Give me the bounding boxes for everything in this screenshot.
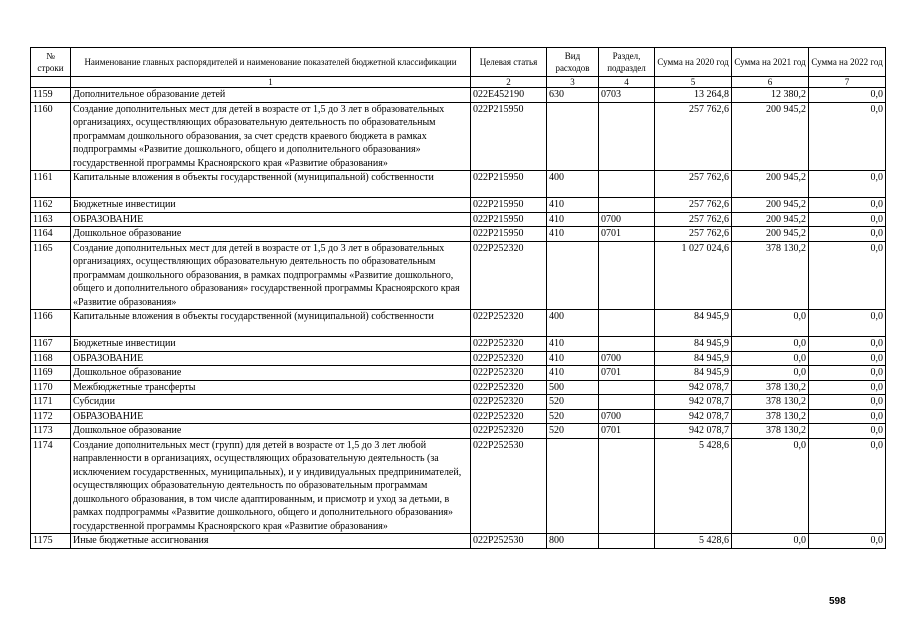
header-section: Раздел, подраздел [599, 48, 655, 77]
row-name: Бюджетные инвестиции [71, 198, 471, 213]
column-number-cell: 7 [809, 77, 886, 88]
row-section [599, 380, 655, 395]
row-sum-2020: 257 762,6 [655, 212, 732, 227]
row-expense-type: 500 [547, 380, 599, 395]
row-expense-type: 520 [547, 395, 599, 410]
row-name: Капитальные вложения в объекты государственной (муниципальной) собственности [71, 171, 471, 198]
row-name: Создание дополнительных мест для детей в возрасте от 1,5 до 3 лет в образовательных организациях, осуществляющих образовательную деятельность по образовательным программам дошкольного образования, в рамках подпрограммы «Развитие дошкольного, общего и дополнительного образования» государственной программы Красноярского края «Развитие образования» [71, 241, 471, 310]
row-name: ОБРАЗОВАНИЕ [71, 212, 471, 227]
row-expense-type: 410 [547, 366, 599, 381]
row-sum-2020: 84 945,9 [655, 366, 732, 381]
row-section [599, 241, 655, 310]
row-number: 1173 [31, 424, 71, 439]
row-expense-type [547, 102, 599, 171]
table-row [31, 88, 886, 103]
row-sum-2021: 378 130,2 [732, 409, 809, 424]
row-section [599, 534, 655, 549]
row-sum-2020: 84 945,9 [655, 351, 732, 366]
row-number: 1174 [31, 438, 71, 534]
row-name: Иные бюджетные ассигнования [71, 534, 471, 549]
budget-table [30, 47, 886, 549]
table-row [31, 171, 886, 198]
row-sum-2020: 5 428,6 [655, 534, 732, 549]
table-row [31, 395, 886, 410]
row-sum-2022: 0,0 [809, 395, 886, 410]
row-expense-type: 410 [547, 337, 599, 352]
column-number-cell: 1 [71, 77, 471, 88]
row-target-article: 022P215950 [471, 227, 547, 242]
table-row [31, 409, 886, 424]
row-target-article: 022P215950 [471, 102, 547, 171]
row-section [599, 337, 655, 352]
row-expense-type [547, 438, 599, 534]
row-section: 0700 [599, 212, 655, 227]
row-target-article: 022P252320 [471, 424, 547, 439]
table-row [31, 380, 886, 395]
row-section: 0700 [599, 351, 655, 366]
row-number: 1170 [31, 380, 71, 395]
row-sum-2020: 84 945,9 [655, 310, 732, 337]
row-target-article: 022P252320 [471, 337, 547, 352]
column-number-cell: 5 [655, 77, 732, 88]
page-number: 598 [829, 596, 846, 607]
header-expense-type: Вид расходов [547, 48, 599, 77]
row-sum-2022: 0,0 [809, 88, 886, 103]
column-number-cell: 4 [599, 77, 655, 88]
row-sum-2021: 0,0 [732, 310, 809, 337]
row-sum-2022: 0,0 [809, 241, 886, 310]
row-number: 1161 [31, 171, 71, 198]
row-section: 0700 [599, 409, 655, 424]
column-number-row [31, 77, 886, 88]
table-row [31, 534, 886, 549]
row-number: 1171 [31, 395, 71, 410]
row-sum-2021: 378 130,2 [732, 424, 809, 439]
row-number: 1167 [31, 337, 71, 352]
row-sum-2021: 378 130,2 [732, 395, 809, 410]
header-sum-2022: Сумма на 2022 год [809, 48, 886, 77]
header-row [31, 48, 886, 77]
row-sum-2021: 0,0 [732, 366, 809, 381]
header-sum-2020: Сумма на 2020 год [655, 48, 732, 77]
row-sum-2021: 200 945,2 [732, 171, 809, 198]
row-expense-type: 410 [547, 227, 599, 242]
row-sum-2022: 0,0 [809, 438, 886, 534]
row-expense-type: 520 [547, 409, 599, 424]
row-sum-2022: 0,0 [809, 366, 886, 381]
table-row [31, 198, 886, 213]
row-sum-2022: 0,0 [809, 534, 886, 549]
row-number: 1172 [31, 409, 71, 424]
row-sum-2020: 257 762,6 [655, 198, 732, 213]
row-number: 1163 [31, 212, 71, 227]
row-section: 0701 [599, 227, 655, 242]
row-target-article: 022P252320 [471, 380, 547, 395]
row-sum-2020: 942 078,7 [655, 395, 732, 410]
row-number: 1168 [31, 351, 71, 366]
table-row [31, 102, 886, 171]
row-sum-2021: 200 945,2 [732, 102, 809, 171]
row-sum-2021: 0,0 [732, 351, 809, 366]
column-number-cell: 3 [547, 77, 599, 88]
row-target-article: 022P252320 [471, 241, 547, 310]
row-name: Дополнительное образование детей [71, 88, 471, 103]
row-name: Дошкольное образование [71, 366, 471, 381]
row-expense-type: 400 [547, 310, 599, 337]
row-expense-type: 410 [547, 198, 599, 213]
row-section [599, 171, 655, 198]
row-expense-type: 630 [547, 88, 599, 103]
row-section [599, 395, 655, 410]
row-name: Субсидии [71, 395, 471, 410]
row-name: ОБРАЗОВАНИЕ [71, 409, 471, 424]
row-sum-2020: 13 264,8 [655, 88, 732, 103]
header-row-number: № строки [31, 48, 71, 77]
row-target-article: 022P252320 [471, 409, 547, 424]
row-sum-2020: 257 762,6 [655, 171, 732, 198]
row-sum-2020: 942 078,7 [655, 424, 732, 439]
row-sum-2021: 12 380,2 [732, 88, 809, 103]
row-expense-type: 410 [547, 212, 599, 227]
row-target-article: 022P215950 [471, 198, 547, 213]
row-target-article: 022P215950 [471, 212, 547, 227]
row-section [599, 198, 655, 213]
row-target-article: 022P252320 [471, 351, 547, 366]
row-sum-2021: 200 945,2 [732, 227, 809, 242]
row-sum-2022: 0,0 [809, 380, 886, 395]
row-sum-2021: 200 945,2 [732, 198, 809, 213]
row-expense-type [547, 241, 599, 310]
column-number-cell [31, 77, 71, 88]
table-row [31, 241, 886, 310]
row-sum-2021: 378 130,2 [732, 380, 809, 395]
row-number: 1175 [31, 534, 71, 549]
row-number: 1162 [31, 198, 71, 213]
row-name: ОБРАЗОВАНИЕ [71, 351, 471, 366]
row-sum-2021: 0,0 [732, 337, 809, 352]
row-sum-2022: 0,0 [809, 351, 886, 366]
row-name: Создание дополнительных мест (групп) для детей в возрасте от 1,5 до 3 лет любой направленности в организациях, осуществляющих образовательную деятельность (за исключением государственных, муниципальных), и у индивидуальных предпринимателей, осуществляющих образовательную деятельность по образовательным программам дошкольного образования, в том числе адаптированным, и присмотр и уход за детьми, в рамках подпрограммы «Развитие дошкольного, общего и дополнительного образования» государственной программы Красноярского края «Развитие образования» [71, 438, 471, 534]
table-row [31, 438, 886, 534]
row-target-article: 022E452190 [471, 88, 547, 103]
header-sum-2021: Сумма на 2021 год [732, 48, 809, 77]
row-sum-2020: 1 027 024,6 [655, 241, 732, 310]
row-expense-type: 800 [547, 534, 599, 549]
row-sum-2020: 84 945,9 [655, 337, 732, 352]
row-sum-2022: 0,0 [809, 102, 886, 171]
row-name: Дошкольное образование [71, 227, 471, 242]
row-section: 0703 [599, 88, 655, 103]
row-sum-2020: 5 428,6 [655, 438, 732, 534]
header-target-article: Целевая статья [471, 48, 547, 77]
row-name: Бюджетные инвестиции [71, 337, 471, 352]
column-number-cell: 2 [471, 77, 547, 88]
row-sum-2022: 0,0 [809, 171, 886, 198]
row-sum-2021: 378 130,2 [732, 241, 809, 310]
row-sum-2020: 942 078,7 [655, 380, 732, 395]
table-row [31, 227, 886, 242]
table-row [31, 337, 886, 352]
row-number: 1166 [31, 310, 71, 337]
row-name: Создание дополнительных мест для детей в возрасте от 1,5 до 3 лет в образовательных организациях, осуществляющих образовательную деятельность по образовательным программам дошкольного образования, за счет средств краевого бюджета в рамках подпрограммы «Развитие дошкольного, общего и дополнительного образования» государственной программы Красноярского края «Развитие образования» [71, 102, 471, 171]
row-sum-2020: 942 078,7 [655, 409, 732, 424]
row-expense-type: 520 [547, 424, 599, 439]
row-sum-2021: 0,0 [732, 534, 809, 549]
row-section [599, 310, 655, 337]
row-number: 1160 [31, 102, 71, 171]
row-section [599, 438, 655, 534]
row-target-article: 022P252320 [471, 395, 547, 410]
row-name: Дошкольное образование [71, 424, 471, 439]
row-expense-type: 400 [547, 171, 599, 198]
row-sum-2022: 0,0 [809, 337, 886, 352]
row-sum-2022: 0,0 [809, 409, 886, 424]
table-row [31, 310, 886, 337]
row-section: 0701 [599, 366, 655, 381]
row-target-article: 022P252530 [471, 438, 547, 534]
table-row [31, 424, 886, 439]
row-section: 0701 [599, 424, 655, 439]
row-sum-2022: 0,0 [809, 227, 886, 242]
row-name: Межбюджетные трансферты [71, 380, 471, 395]
row-section [599, 102, 655, 171]
table-row [31, 366, 886, 381]
row-sum-2021: 200 945,2 [732, 212, 809, 227]
row-sum-2021: 0,0 [732, 438, 809, 534]
row-target-article: 022P252530 [471, 534, 547, 549]
row-number: 1169 [31, 366, 71, 381]
column-number-cell: 6 [732, 77, 809, 88]
row-sum-2022: 0,0 [809, 212, 886, 227]
table-body [31, 88, 886, 549]
row-number: 1164 [31, 227, 71, 242]
row-number: 1165 [31, 241, 71, 310]
row-sum-2022: 0,0 [809, 424, 886, 439]
row-number: 1159 [31, 88, 71, 103]
row-sum-2020: 257 762,6 [655, 227, 732, 242]
row-sum-2022: 0,0 [809, 198, 886, 213]
table-row [31, 351, 886, 366]
row-expense-type: 410 [547, 351, 599, 366]
row-sum-2020: 257 762,6 [655, 102, 732, 171]
table-row [31, 212, 886, 227]
row-target-article: 022P215950 [471, 171, 547, 198]
row-sum-2022: 0,0 [809, 310, 886, 337]
row-target-article: 022P252320 [471, 310, 547, 337]
row-name: Капитальные вложения в объекты государственной (муниципальной) собственности [71, 310, 471, 337]
row-target-article: 022P252320 [471, 366, 547, 381]
header-name: Наименование главных распорядителей и наименование показателей бюджетной классификации [71, 48, 471, 77]
